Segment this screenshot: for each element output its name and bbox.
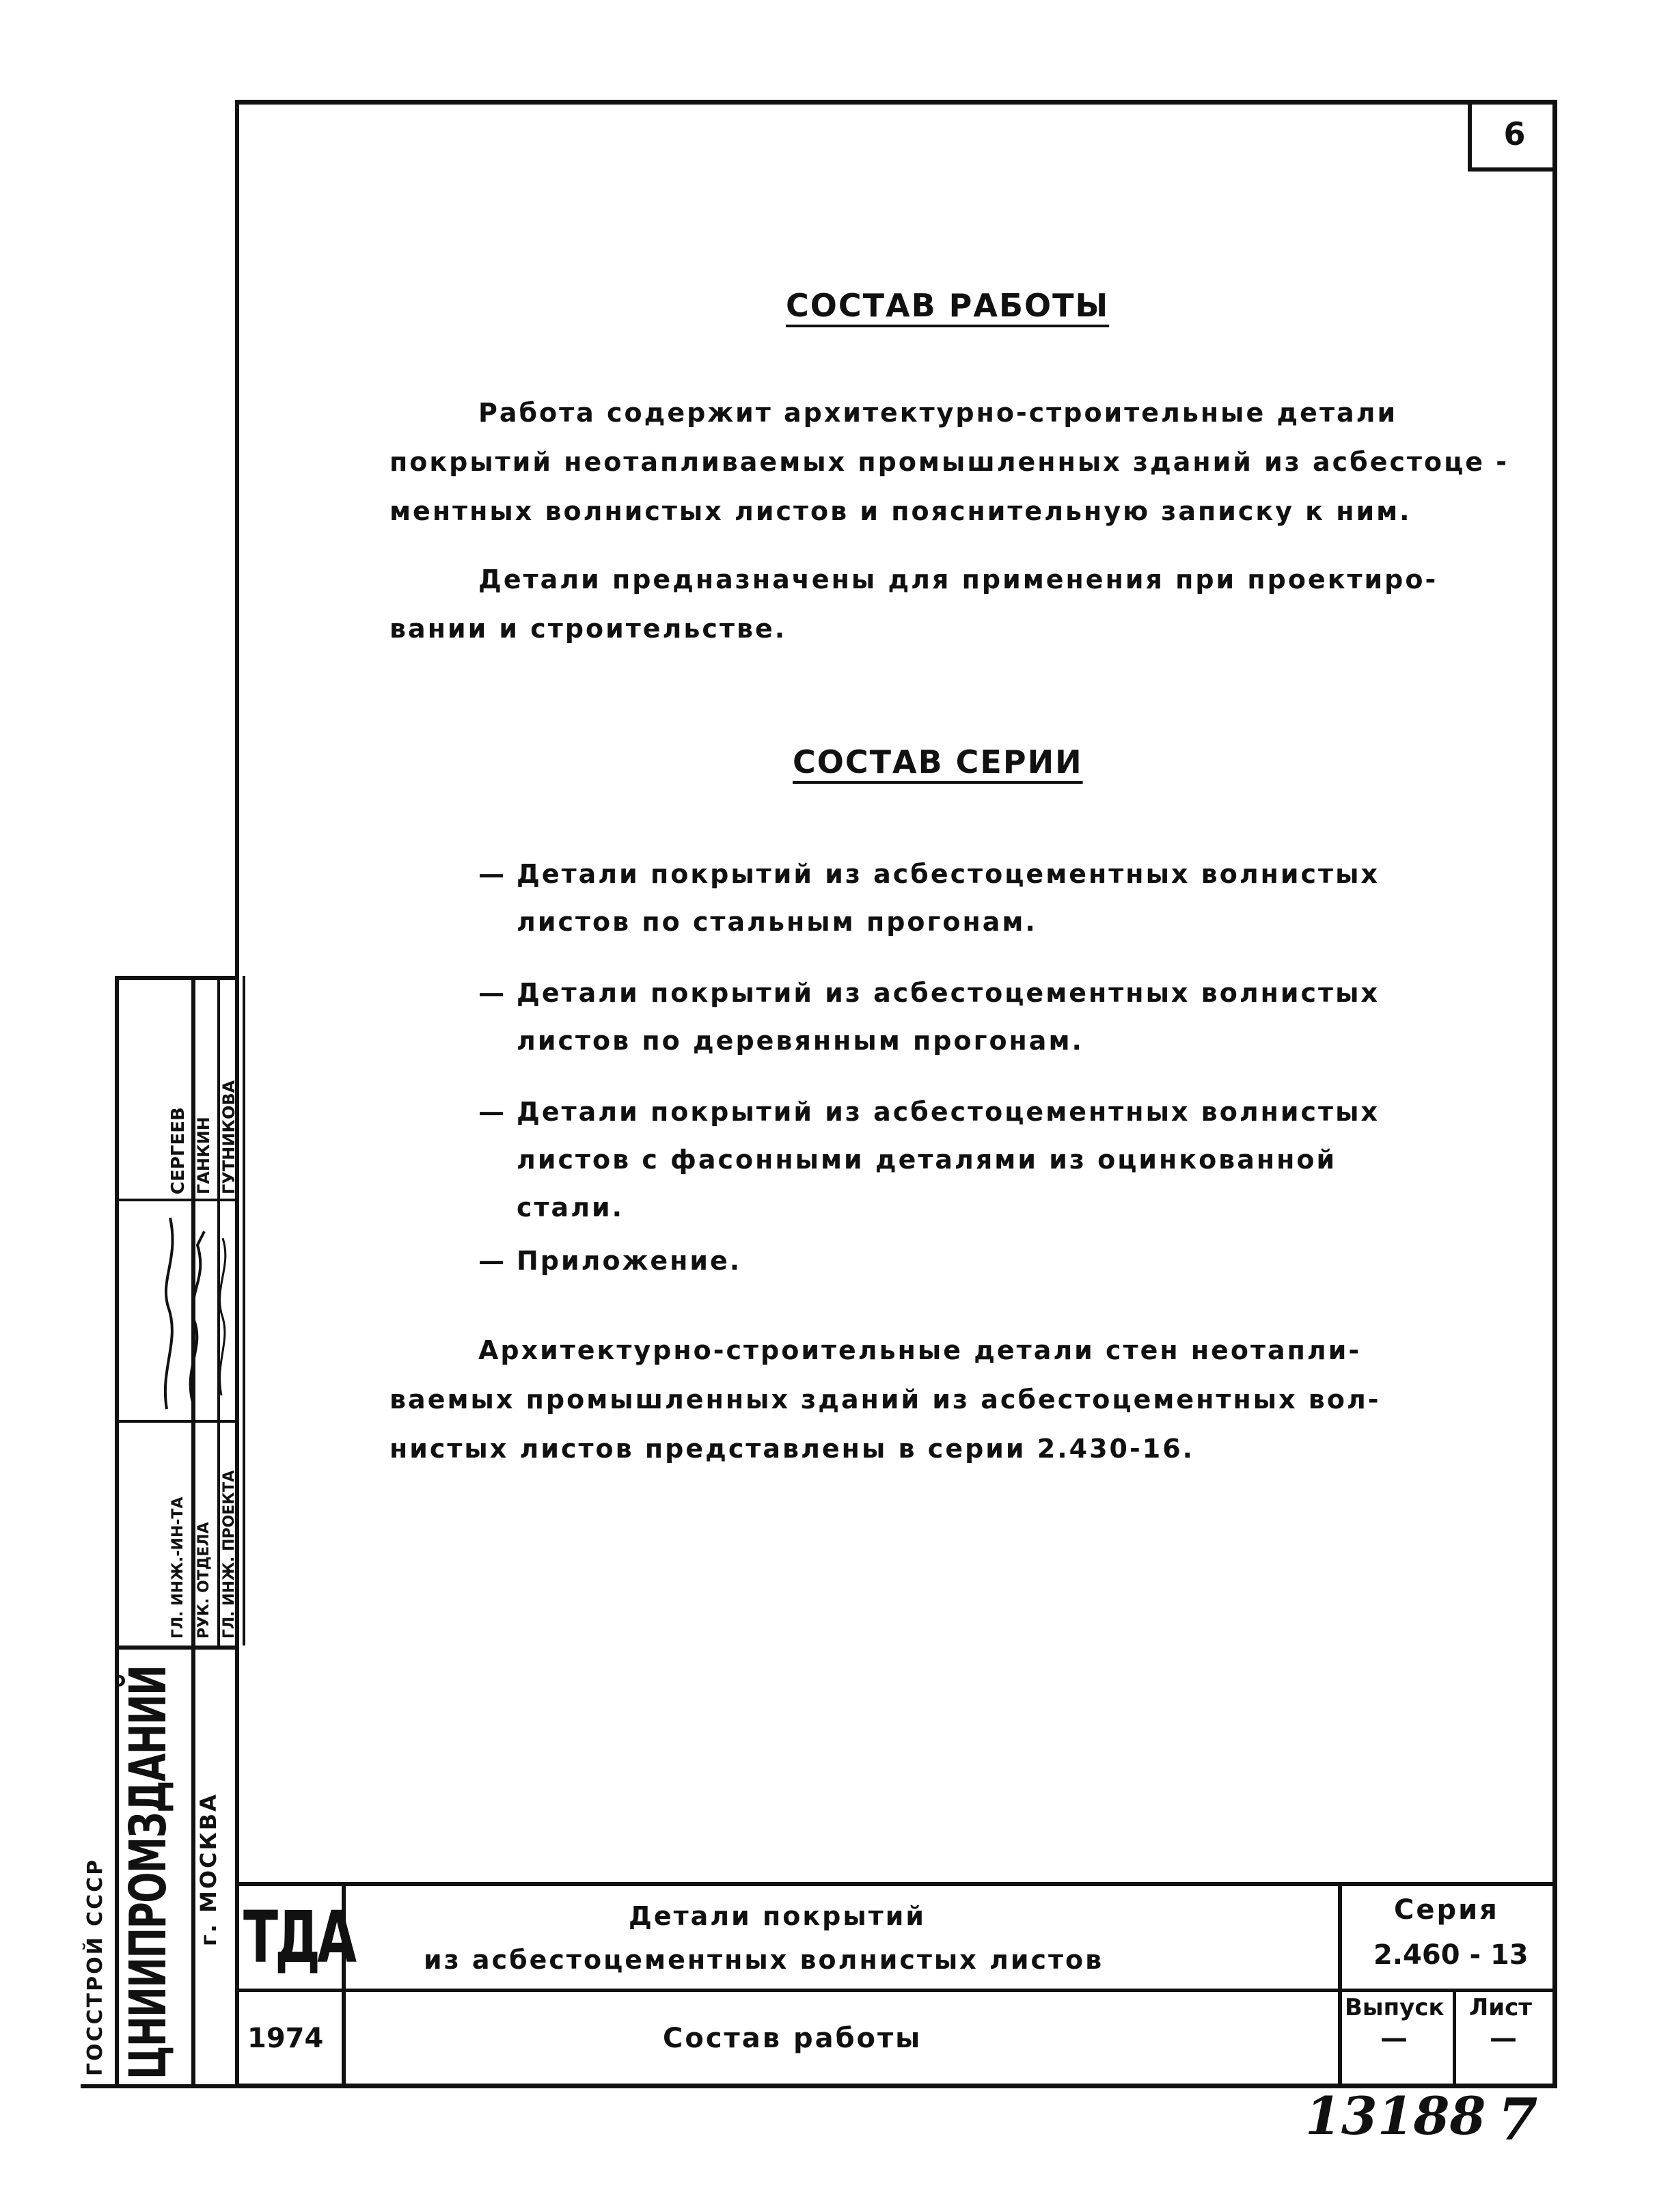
series-item-4-dash: —	[478, 1246, 506, 1276]
work-paragraph-1	[389, 388, 1509, 536]
series-closing-line-2: ваемых промышленных зданий из асбестоцементных вол-	[389, 1384, 1381, 1415]
series-item-2	[478, 969, 1380, 1065]
series-item-4-line-1: Приложение.	[517, 1246, 742, 1276]
series-closing-line-3: нистых листов представлены в серии 2.430-16.	[389, 1434, 1195, 1464]
tb-title-line-1: Детали покрытий	[629, 1901, 926, 1931]
tb-year: 1974	[247, 2023, 324, 2054]
work-paragraph-1-line-3: ментных волнистых листов и пояснительную записку к ним.	[389, 496, 1412, 526]
side-name-2: ГАНКИН	[194, 1117, 213, 1194]
tb-series-label: Серия	[1394, 1894, 1499, 1926]
tb-sheet-label: Лист	[1469, 1994, 1532, 2021]
series-item-2-dash: —	[478, 978, 506, 1008]
side-organization: ГОССТРОЙ СССР	[83, 1857, 107, 2076]
series-item-3-line-3: стали.	[517, 1192, 625, 1223]
series-item-3-dash: —	[478, 1097, 506, 1127]
series-item-1	[478, 850, 1380, 946]
tb-code: ТДА	[243, 1896, 354, 1979]
side-name-3: ГУТНИКОВА	[219, 1080, 238, 1194]
series-item-4	[478, 1237, 741, 1285]
series-closing	[389, 1326, 1381, 1473]
work-paragraph-1-line-2: покрытий неотапливаемых промышленных зданий из асбестоце -	[389, 447, 1509, 477]
side-role-3: ГЛ. ИНЖ. ПРОЕКТА	[221, 1470, 238, 1639]
work-paragraph-1-line-1: Работа содержит архитектурно-строительные детали	[478, 398, 1398, 428]
side-stamp-row-1	[115, 1199, 235, 1201]
sheet-number: 6	[1503, 115, 1526, 152]
side-stamp-col-3	[243, 976, 245, 1646]
side-name-1: СЕРГЕЕВ	[168, 1107, 189, 1194]
work-paragraph-2	[389, 555, 1438, 653]
tb-title-line-2: из асбестоцементных волнистых листов	[424, 1945, 1104, 1975]
side-city: г. МОСКВА	[195, 1792, 221, 1946]
series-item-1-line-1: Детали покрытий из асбестоцементных волнистых	[517, 859, 1380, 889]
series-heading: СОСТАВ СЕРИИ	[793, 743, 1083, 780]
side-stamp	[81, 976, 238, 2088]
series-item-3-line-1: Детали покрытий из асбестоцементных волнистых	[517, 1097, 1380, 1127]
series-item-3	[478, 1088, 1380, 1231]
tb-top-rule	[235, 1882, 1557, 1886]
tb-sheet-value: —	[1490, 2023, 1517, 2054]
series-item-2-line-1: Детали покрытий из асбестоцементных волнистых	[517, 978, 1380, 1008]
work-paragraph-2-line-2: вании и строительстве.	[389, 614, 787, 644]
tb-issue-label: Выпуск	[1345, 1994, 1445, 2021]
tb-col-2	[1338, 1882, 1342, 2088]
series-item-3-line-2: листов с фасонными деталями из оцинкованной	[517, 1145, 1337, 1175]
tb-mid-rule	[235, 1989, 1557, 1992]
archive-number: 13188	[1305, 2086, 1486, 2146]
work-heading: СОСТАВ РАБОТЫ	[786, 287, 1110, 324]
signatures	[119, 1204, 242, 1417]
series-item-1-dash: —	[478, 859, 506, 889]
side-role-1: ГЛ. ИНЖ.-ИН-ТА	[169, 1497, 187, 1639]
sheet-number-box	[1468, 100, 1557, 172]
tb-series-value: 2.460 - 13	[1373, 1939, 1529, 1971]
series-item-1-line-2: листов по стальным прогонам.	[517, 907, 1037, 937]
side-institute: ЦНИИПРОМЗДАНИЙ	[119, 1665, 178, 2079]
series-closing-line-1: Архитектурно-строительные детали стен неотапли-	[478, 1335, 1362, 1365]
side-stamp-row-2	[115, 1420, 235, 1423]
side-stamp-row-3	[115, 1646, 235, 1650]
page-number: 7	[1498, 2086, 1538, 2153]
tb-subtitle: Состав работы	[663, 2023, 922, 2054]
series-item-2-line-2: листов по деревянным прогонам.	[517, 1026, 1084, 1056]
tb-col-3	[1453, 1990, 1456, 2088]
work-paragraph-2-line-1: Детали предназначены для применения при проектиро-	[478, 564, 1438, 595]
side-role-2: РУК. ОТДЕЛА	[195, 1522, 213, 1639]
tb-issue-value: —	[1380, 2023, 1408, 2054]
